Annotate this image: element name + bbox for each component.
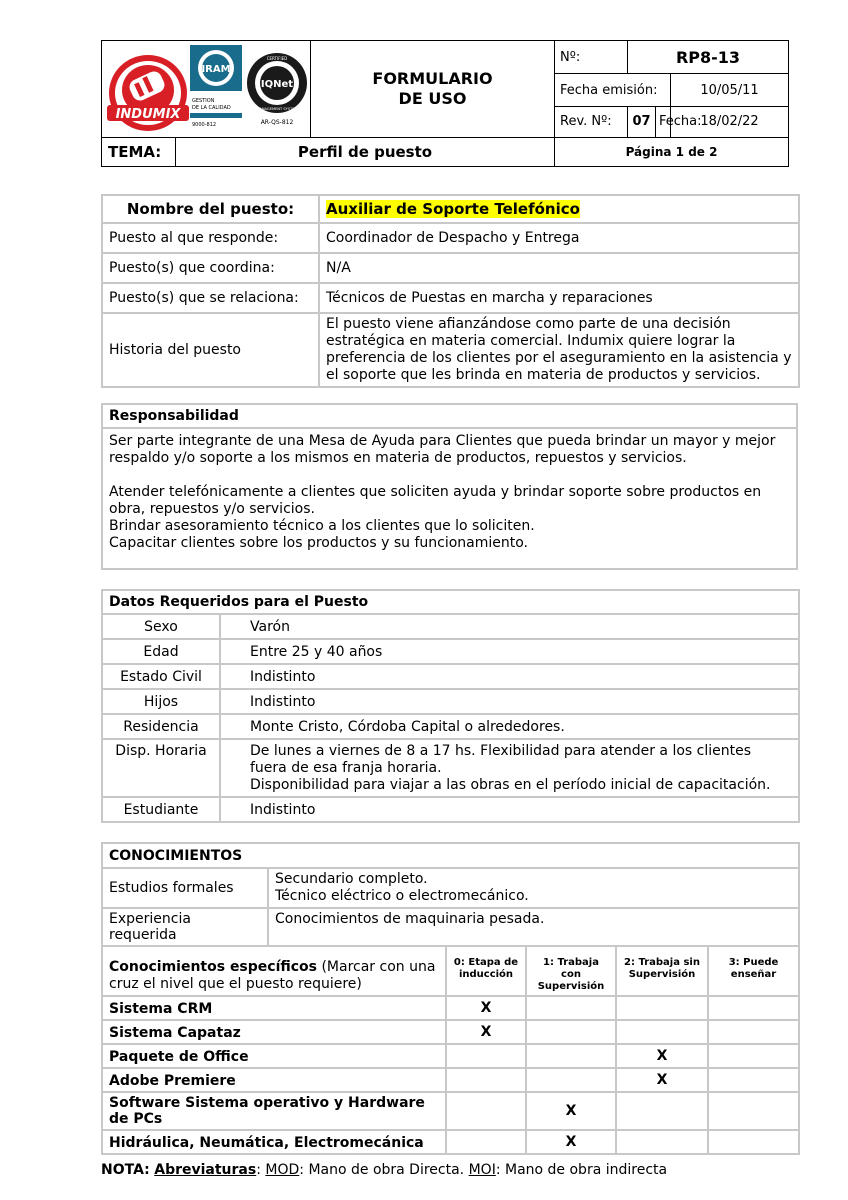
footnote: NOTA: Abreviaturas: MOD: Mano de obra Directa. MOI: Mano de obra indirecta bbox=[101, 1162, 668, 1178]
doc-number-label: Nº: bbox=[555, 41, 628, 74]
skill-level-1-cell[interactable] bbox=[526, 1130, 616, 1154]
skill-level-3-cell[interactable] bbox=[708, 1044, 799, 1068]
skill-row bbox=[102, 1020, 799, 1044]
svg-text:AR-QS-812: AR-QS-812 bbox=[260, 119, 294, 126]
required-data-title: Datos Requeridos para el Puesto bbox=[102, 590, 799, 614]
marital-status-label: Estado Civil bbox=[102, 664, 220, 689]
iqnet-certification-logo bbox=[247, 53, 307, 126]
specific-knowledge-header: Conocimientos específicos (Marcar con una cruz el nivel que el puesto requiere) bbox=[102, 946, 446, 996]
level-1-header: 1: Trabaja con Supervisión bbox=[526, 946, 616, 996]
experience-value: Conocimientos de maquinaria pesada. bbox=[268, 908, 799, 946]
history-value: El puesto viene afianzándose como parte de una decisión estratégica en materia comercial. Indumix quiere lograr la preferencia de los clientes por el aseguramiento en la asistencia y el soporte que les brinda en materia de productos y servicios. bbox=[319, 313, 799, 387]
skill-name: Paquete de Office bbox=[102, 1044, 446, 1068]
revision-value: 07 bbox=[628, 106, 656, 137]
page-number: Página 1 de 2 bbox=[555, 138, 789, 167]
history-label: Historia del puesto bbox=[102, 313, 319, 387]
tema-value: Perfil de puesto bbox=[176, 138, 555, 167]
residence-label: Residencia bbox=[102, 714, 220, 739]
skill-level-2-cell[interactable] bbox=[616, 1092, 708, 1130]
relates-to-label: Puesto(s) que se relaciona: bbox=[102, 283, 319, 313]
svg-text:MANAGEMENT SYSTEM: MANAGEMENT SYSTEM bbox=[256, 107, 298, 111]
student-value: Indistinto bbox=[220, 797, 799, 822]
svg-text:GESTION: GESTION bbox=[192, 98, 215, 104]
skill-name: Adobe Premiere bbox=[102, 1068, 446, 1092]
skill-level-1-cell[interactable] bbox=[526, 1068, 616, 1092]
svg-text:DE LA CALIDAD: DE LA CALIDAD bbox=[192, 105, 231, 111]
skill-level-1-cell[interactable] bbox=[526, 1092, 616, 1130]
skill-level-1-cell[interactable] bbox=[526, 1044, 616, 1068]
level-mark: X bbox=[480, 1000, 492, 1016]
responsibility-body bbox=[102, 428, 797, 569]
skill-level-3-cell[interactable] bbox=[708, 1020, 799, 1044]
knowledge-table bbox=[101, 842, 800, 1155]
indumix-logo bbox=[107, 55, 189, 131]
skill-name: Hidráulica, Neumática, Electromecánica bbox=[102, 1130, 446, 1154]
doc-number-value: RP8-13 bbox=[628, 41, 789, 74]
skill-level-3-cell[interactable] bbox=[708, 996, 799, 1020]
skill-level-2-cell[interactable] bbox=[616, 1044, 708, 1068]
skill-level-3-cell[interactable] bbox=[708, 1092, 799, 1130]
skill-level-0-cell[interactable] bbox=[446, 1130, 526, 1154]
residence-value: Monte Cristo, Córdoba Capital o alrededores. bbox=[220, 714, 799, 739]
experience-label: Experiencia requerida bbox=[102, 908, 268, 946]
level-2-header: 2: Trabaja sin Supervisión bbox=[616, 946, 708, 996]
skill-level-2-cell[interactable] bbox=[616, 1068, 708, 1092]
reports-to-value: Coordinador de Despacho y Entrega bbox=[319, 223, 799, 253]
formal-studies-label: Estudios formales bbox=[102, 868, 268, 908]
svg-text:IQNet: IQNet bbox=[260, 79, 294, 90]
company-logos bbox=[102, 41, 311, 137]
responsibility-paragraph: Atender telefónicamente a clientes que soliciten ayuda y brindar soporte sobre productos en obra, repuestos y/o servicios. bbox=[109, 484, 762, 517]
level-0-header: 0: Etapa de inducción bbox=[446, 946, 526, 996]
skill-level-2-cell[interactable] bbox=[616, 1130, 708, 1154]
skill-level-0-cell[interactable] bbox=[446, 1044, 526, 1068]
reports-to-label: Puesto al que responde: bbox=[102, 223, 319, 253]
position-name-label: Nombre del puesto: bbox=[102, 195, 319, 223]
revision-date-label: Fecha: bbox=[656, 106, 671, 137]
skill-level-1-cell[interactable] bbox=[526, 996, 616, 1020]
skill-row bbox=[102, 1068, 799, 1092]
skill-row bbox=[102, 1130, 799, 1154]
schedule-value: De lunes a viernes de 8 a 17 hs. Flexibilidad para atender a los clientes fuera de esa franja horaria. Disponibilidad para viajar a las obras en el período inicial de capacitación. bbox=[220, 739, 799, 797]
position-name-value: Auxiliar de Soporte Telefónico bbox=[326, 200, 580, 218]
knowledge-title: CONOCIMIENTOS bbox=[102, 843, 799, 868]
skill-level-1-cell[interactable] bbox=[526, 1020, 616, 1044]
skill-level-3-cell[interactable] bbox=[708, 1130, 799, 1154]
skill-row bbox=[102, 1092, 799, 1130]
skill-name: Sistema Capataz bbox=[102, 1020, 446, 1044]
revision-label: Rev. Nº: bbox=[555, 106, 628, 137]
level-mark: X bbox=[565, 1134, 577, 1150]
logos-cell bbox=[102, 41, 311, 138]
age-value: Entre 25 y 40 años bbox=[220, 639, 799, 664]
skill-row bbox=[102, 1044, 799, 1068]
sex-label: Sexo bbox=[102, 614, 220, 639]
abbreviations-label: Abreviaturas bbox=[154, 1162, 257, 1178]
skill-name: Software Sistema operativo y Hardware de PCs bbox=[102, 1092, 446, 1130]
coordinates-value: N/A bbox=[319, 253, 799, 283]
skill-level-2-cell[interactable] bbox=[616, 996, 708, 1020]
formal-studies-value: Secundario completo. Técnico eléctrico o electromecánico. bbox=[268, 868, 799, 908]
skill-row bbox=[102, 996, 799, 1020]
skill-level-0-cell[interactable] bbox=[446, 996, 526, 1020]
responsibility-table bbox=[101, 403, 798, 570]
revision-date-value: 18/02/22 bbox=[671, 106, 789, 137]
skill-level-3-cell[interactable] bbox=[708, 1068, 799, 1092]
document-header bbox=[101, 40, 789, 167]
emission-date-label: Fecha emisión: bbox=[555, 74, 671, 106]
student-label: Estudiante bbox=[102, 797, 220, 822]
responsibility-paragraph: Brindar asesoramiento técnico a los clientes que lo soliciten. bbox=[109, 518, 535, 534]
responsibility-paragraph: Ser parte integrante de una Mesa de Ayuda para Clientes que pueda brindar un mayor y mejor respaldo y/o soporte a los mismos en materia de productos, repuestos y servicios. bbox=[109, 433, 776, 466]
responsibility-paragraph: Capacitar clientes sobre los productos y su funcionamiento. bbox=[109, 535, 529, 551]
relates-to-value: Técnicos de Puestas en marcha y reparaciones bbox=[319, 283, 799, 313]
level-mark: X bbox=[656, 1048, 668, 1064]
level-mark: X bbox=[480, 1024, 492, 1040]
children-value: Indistinto bbox=[220, 689, 799, 714]
age-label: Edad bbox=[102, 639, 220, 664]
level-3-header: 3: Puede enseñar bbox=[708, 946, 799, 996]
skill-level-0-cell[interactable] bbox=[446, 1092, 526, 1130]
form-title: FORMULARIO DE USO bbox=[311, 41, 555, 138]
children-label: Hijos bbox=[102, 689, 220, 714]
skill-level-0-cell[interactable] bbox=[446, 1068, 526, 1092]
level-mark: X bbox=[656, 1072, 668, 1088]
schedule-label: Disp. Horaria bbox=[102, 739, 220, 797]
skill-level-2-cell[interactable] bbox=[616, 1020, 708, 1044]
responsibility-title: Responsabilidad bbox=[102, 404, 797, 428]
skill-level-0-cell[interactable] bbox=[446, 1020, 526, 1044]
emission-date-value: 10/05/11 bbox=[671, 74, 789, 106]
position-table bbox=[101, 194, 800, 388]
skill-name: Sistema CRM bbox=[102, 996, 446, 1020]
marital-status-value: Indistinto bbox=[220, 664, 799, 689]
sex-value: Varón bbox=[220, 614, 799, 639]
indumix-logo-text: INDUMIX bbox=[115, 107, 181, 122]
level-mark: X bbox=[565, 1103, 577, 1119]
svg-text:IRAM: IRAM bbox=[201, 64, 231, 75]
svg-text:CERTIFIED: CERTIFIED bbox=[266, 56, 288, 61]
iram-certification-logo bbox=[190, 45, 242, 128]
coordinates-label: Puesto(s) que coordina: bbox=[102, 253, 319, 283]
required-data-table bbox=[101, 589, 800, 823]
svg-text:9000-812: 9000-812 bbox=[192, 122, 217, 128]
tema-label: TEMA: bbox=[102, 138, 176, 167]
